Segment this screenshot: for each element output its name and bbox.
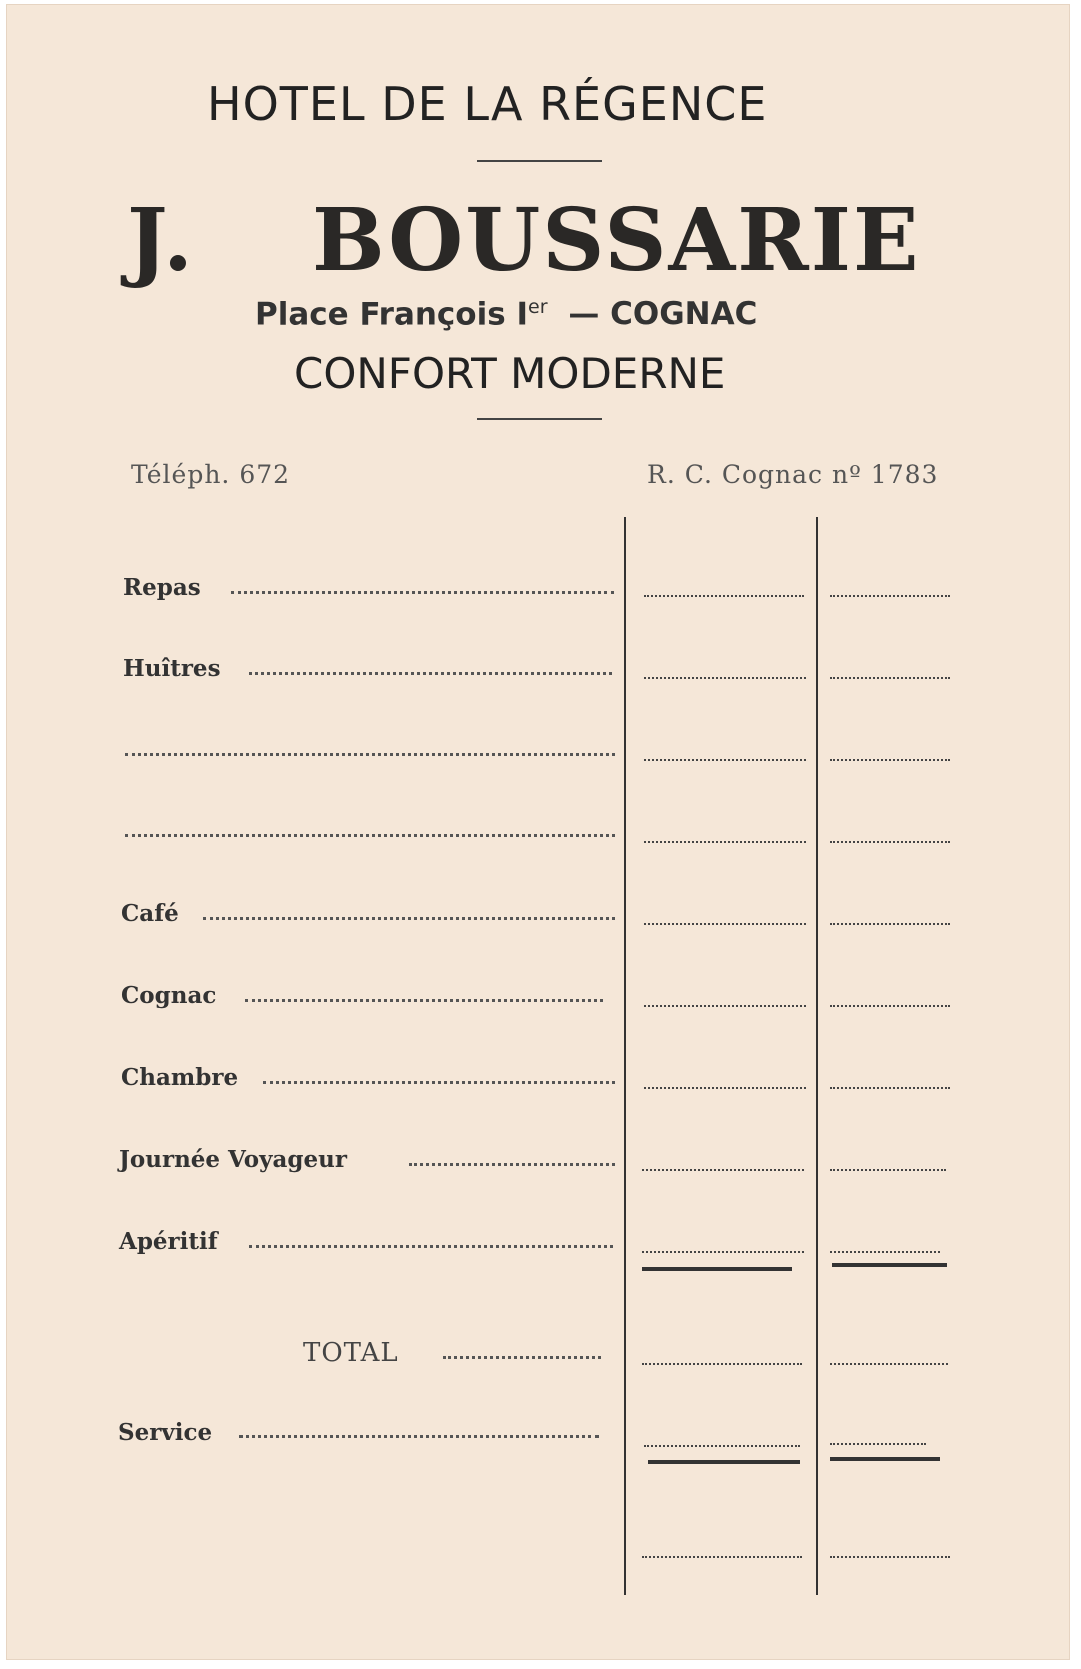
subtotal-rule <box>832 1263 947 1267</box>
row-label-repas: Repas <box>123 574 201 601</box>
row-label-cafe: Café <box>121 900 179 927</box>
service-rule <box>648 1460 800 1464</box>
amount-line <box>830 1087 950 1089</box>
telephone: Téléph. 672 <box>131 460 291 489</box>
registry-number: R. C. Cognac nº 1783 <box>647 460 939 489</box>
row-label-huitres: Huîtres <box>123 655 221 682</box>
amount-line <box>830 1251 940 1253</box>
owner-surname: BOUSSARIE <box>312 190 921 291</box>
amount-line <box>642 1251 804 1253</box>
service-leader <box>239 1435 599 1438</box>
service-amount-line <box>830 1443 926 1445</box>
invoice-card <box>6 4 1070 1660</box>
subtotal-rule <box>642 1267 792 1271</box>
address-place: Place François I <box>255 296 529 333</box>
row-leader <box>203 917 615 920</box>
service-amount-line <box>644 1445 800 1447</box>
service-label: Service <box>118 1419 213 1446</box>
row-label-cognac: Cognac <box>121 982 217 1009</box>
slogan: CONFORT MODERNE <box>294 349 726 398</box>
amount-line <box>644 923 806 925</box>
total-amount-line <box>830 1363 948 1365</box>
header-divider-top <box>477 160 602 162</box>
address-ordinal: er <box>528 296 548 318</box>
amount-line <box>830 1169 946 1171</box>
owner-name-line <box>127 190 987 291</box>
column-divider-left <box>624 517 626 1595</box>
amount-line <box>644 677 806 679</box>
total-label: TOTAL <box>303 1338 399 1368</box>
amount-line <box>644 595 804 597</box>
amount-line <box>644 1005 806 1007</box>
amount-line <box>830 923 950 925</box>
row-leader <box>409 1163 615 1166</box>
column-divider-right <box>816 517 818 1595</box>
amount-line <box>644 841 806 843</box>
row-leader <box>249 672 612 675</box>
amount-line <box>830 595 950 597</box>
total-amount-line <box>642 1363 802 1365</box>
row-leader-blank <box>125 753 615 756</box>
row-leader-blank <box>125 834 615 837</box>
amount-line <box>644 1087 806 1089</box>
row-leader <box>249 1245 613 1248</box>
amount-line <box>642 1169 804 1171</box>
amount-line <box>830 759 950 761</box>
row-label-chambre: Chambre <box>121 1064 239 1091</box>
final-amount-line <box>830 1556 950 1558</box>
row-leader <box>231 591 614 594</box>
final-amount-line <box>642 1556 802 1558</box>
service-rule <box>830 1457 940 1461</box>
amount-line <box>830 1005 950 1007</box>
row-leader <box>245 999 603 1002</box>
amount-line <box>830 841 950 843</box>
row-leader <box>263 1081 615 1084</box>
amount-line <box>644 759 806 761</box>
amount-line <box>830 677 950 679</box>
hotel-name: HOTEL DE LA RÉGENCE <box>207 77 768 131</box>
address-city: — COGNAC <box>568 296 758 333</box>
header-divider-bottom <box>477 418 602 420</box>
address-line <box>255 296 757 332</box>
owner-initial: J. <box>127 190 195 291</box>
row-label-aperitif: Apéritif <box>119 1228 218 1255</box>
row-label-journee-voyageur: Journée Voyageur <box>119 1146 347 1173</box>
total-leader <box>443 1356 601 1359</box>
